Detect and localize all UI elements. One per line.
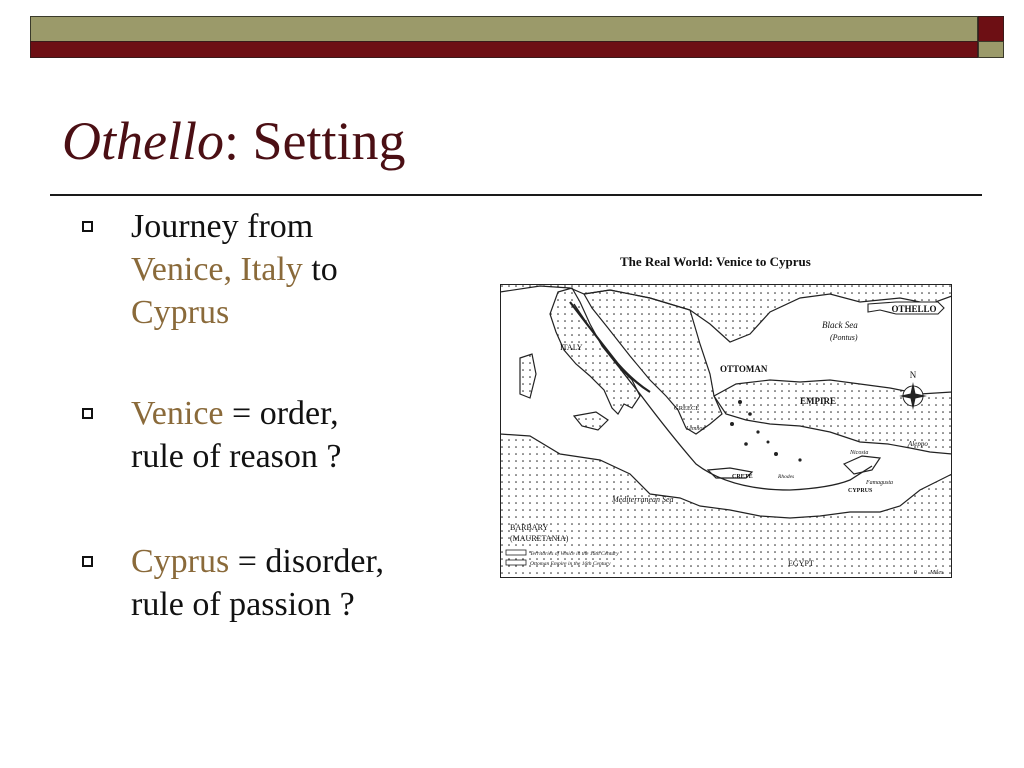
bullet-text: = order, [223, 395, 339, 432]
highlight-text: Cyprus [131, 543, 230, 580]
highlight-text: Cyprus [131, 294, 230, 331]
square-bullet-icon [82, 556, 93, 567]
map-figure [496, 254, 954, 580]
bullet-text: = disorder, [229, 543, 384, 580]
label-lemnos: Lemnos [686, 426, 705, 432]
title-divider [50, 194, 982, 196]
bullet-text: rule of reason ? [131, 438, 342, 475]
bullet-item [80, 392, 480, 540]
slide-title [62, 112, 406, 171]
title-rest: : Setting [223, 111, 406, 171]
label-barbary: BARBARY [510, 523, 549, 532]
legend-venice-territories: Territories of Venice in the 16th Century [530, 551, 619, 557]
label-mauretania: (MAURETANIA) [510, 534, 569, 543]
bullet-text: rule of passion ? [131, 586, 355, 623]
bullet-text: Journey from [131, 208, 314, 245]
title-italic: Othello [62, 111, 224, 171]
label-black-sea: Black Sea [822, 320, 858, 330]
square-bullet-icon [82, 408, 93, 419]
label-famagusta: Famagusta [866, 480, 893, 486]
bullet-text: to [302, 251, 338, 288]
bullet-item [80, 205, 480, 392]
label-cyprus: CYPRUS [848, 488, 873, 494]
label-egypt: EGYPT [788, 559, 814, 568]
header-square-olive [978, 41, 1004, 58]
legend-ottoman-empire: Ottoman Empire in the 16th Century [530, 561, 611, 567]
label-mediterranean-sea: Mediterranean Sea [612, 495, 674, 504]
label-crete: CRETE [732, 474, 753, 480]
header-bar-olive [30, 16, 978, 42]
header-bar-maroon [30, 41, 978, 58]
scale-unit: Miles [930, 570, 944, 576]
scale-zero: 0 [914, 570, 917, 576]
square-bullet-icon [82, 221, 93, 232]
label-empire: EMPIRE [800, 396, 836, 406]
othello-tag-label: OTHELLO [891, 304, 937, 314]
highlight-text: Venice, Italy [131, 251, 303, 288]
label-rhodes: Rhodes [778, 474, 795, 480]
label-ottoman: OTTOMAN [720, 364, 768, 374]
label-italy: ITALY [560, 343, 583, 352]
header-square-maroon [978, 16, 1004, 42]
bullet-list [80, 205, 480, 626]
label-greece: GREECE [674, 405, 700, 412]
label-nicosia: Nicosia [850, 450, 869, 456]
compass-north-label: N [909, 370, 917, 380]
highlight-text: Venice [131, 395, 224, 432]
label-pontus: (Pontus) [830, 333, 858, 342]
label-aleppo: Aleppo [908, 440, 928, 448]
map-image [500, 284, 952, 578]
map-title: The Real World: Venice to Cyprus [620, 254, 811, 269]
bullet-item [80, 540, 480, 626]
